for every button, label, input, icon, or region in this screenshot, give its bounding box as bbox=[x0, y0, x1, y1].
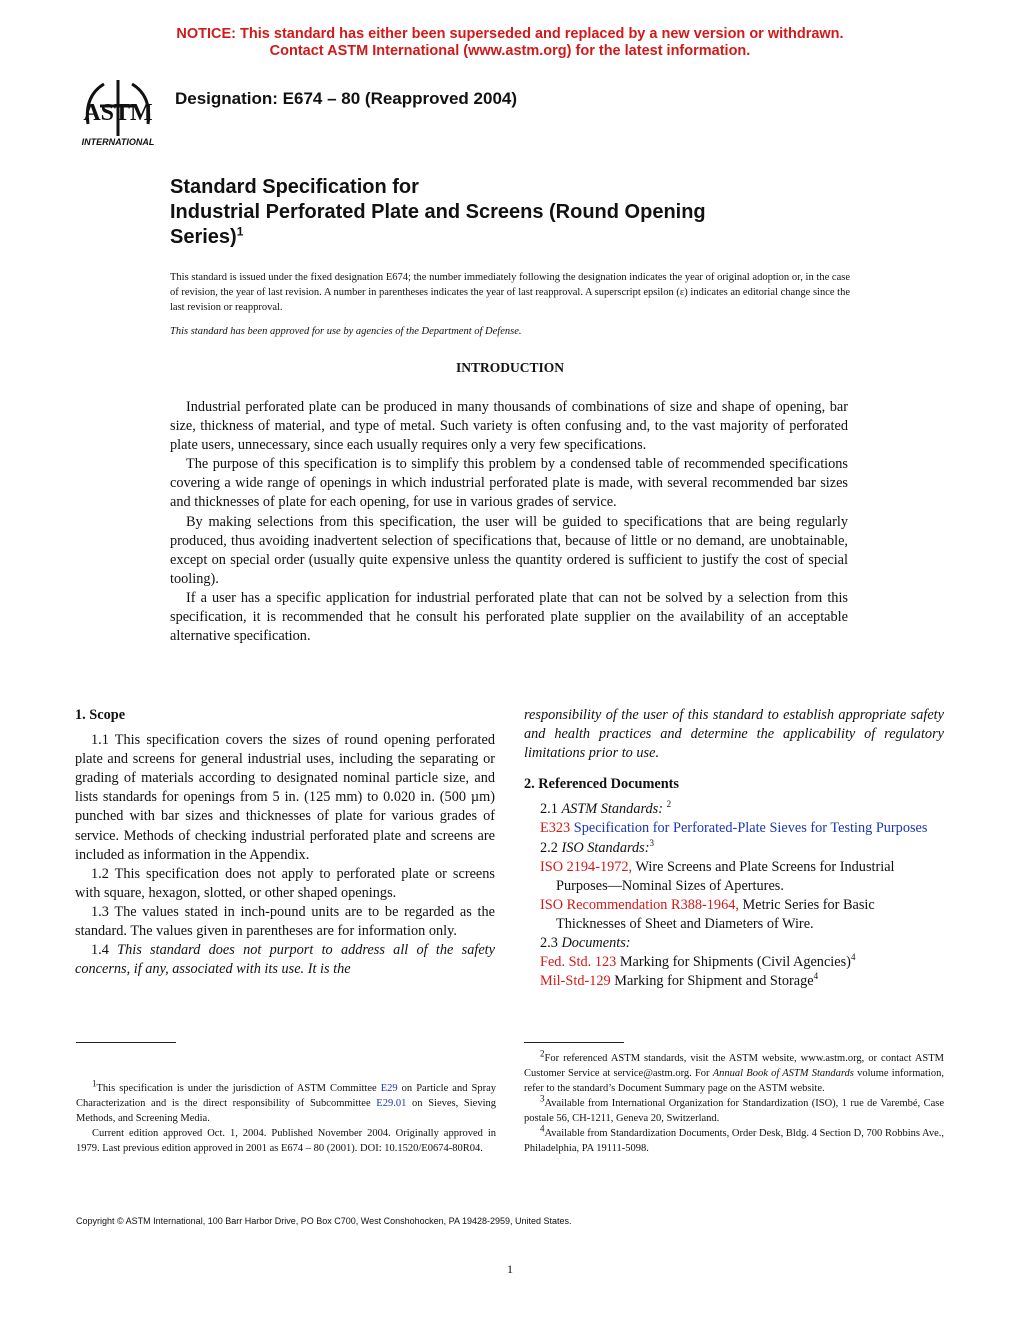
footnotes-left bbox=[76, 1078, 497, 1156]
document-title bbox=[170, 175, 850, 250]
scope-1-4-continued: responsibility of the user of this standard to establish appropriate safety and health practices and determine the applicability of regulatory limitations prior to use. bbox=[524, 707, 944, 762]
scope-1-4 bbox=[75, 941, 495, 979]
logo-subtext: INTERNATIONAL bbox=[81, 137, 155, 147]
committee-e29-link[interactable]: E29 bbox=[380, 1083, 398, 1094]
docs-label-text: Documents: bbox=[561, 935, 631, 952]
introduction bbox=[170, 398, 848, 646]
ref-iso-r388 bbox=[524, 896, 944, 934]
footnote-2-marker: 2 bbox=[540, 1048, 545, 1059]
footnote-rule-right bbox=[524, 1042, 624, 1043]
documents-label bbox=[524, 934, 944, 953]
footnote-3-marker: 3 bbox=[540, 1093, 545, 1104]
left-column bbox=[75, 706, 495, 979]
title-line-3 bbox=[170, 225, 850, 250]
footnote-4-marker: 4 bbox=[540, 1123, 545, 1134]
ref-iso-2194 bbox=[524, 858, 944, 896]
footnote-1-marker: 1 bbox=[92, 1078, 97, 1089]
intro-paragraph: If a user has a specific application for industrial perforated plate that can not be solved by a selection from this specification, it is recommended that he consult his perforated plate supplier on the availability of an acceptable alternative specification. bbox=[170, 589, 848, 645]
ref-fed-std-123 bbox=[524, 953, 944, 972]
ref-e323-link[interactable]: E323 bbox=[540, 820, 571, 837]
ref-fed-std-title: Marking for Shipments (Civil Agencies) bbox=[619, 954, 851, 971]
astm-footnote-ref[interactable]: 2 bbox=[666, 799, 672, 810]
scope-1-1: 1.1 This specification covers the sizes of round opening perforated plate and screens for general industrial uses, including the separating or grading of materials according to designated nominal particle size, and lists standards for openings from 5 in. (125 mm) to 0.020 in. (500 µm) punched with bar sizes and thicknesses of plate for various grades of service. Methods of checking industrial perforated plate and screens are included as information in the Appendix. bbox=[75, 732, 495, 863]
footnote-2 bbox=[524, 1048, 944, 1096]
astm-logo bbox=[74, 76, 162, 152]
docs-label-num: 2.3 bbox=[540, 935, 562, 952]
iso-label-num: 2.2 bbox=[540, 839, 562, 856]
footnote-1-text-a: This specification is under the jurisdiction of ASTM Committee bbox=[96, 1083, 381, 1094]
logo-text: ASTM bbox=[83, 100, 153, 126]
ref-mil-std-link[interactable]: Mil-Std-129 bbox=[540, 973, 611, 990]
footnote-1 bbox=[76, 1078, 497, 1126]
ref-mil-std-title: Marking for Shipment and Storage bbox=[614, 973, 814, 990]
astm-label-text: ASTM Standards: bbox=[561, 801, 663, 818]
title-line-2: Industrial Perforated Plate and Screens (Round Opening bbox=[170, 201, 706, 223]
footnote-4 bbox=[524, 1123, 944, 1156]
astm-standards-label bbox=[524, 800, 944, 819]
ref-iso-2194-title: Wire Screens and Plate Screens for Industrial Purposes—Nominal Sizes of Apertures. bbox=[556, 858, 895, 894]
iso-label-text: ISO Standards: bbox=[561, 839, 650, 856]
fed-footnote-ref[interactable]: 4 bbox=[850, 952, 856, 963]
withdrawal-notice bbox=[0, 26, 1020, 60]
ref-iso-r388-title: Metric Series for Basic Thicknesses of Sheet and Diameters of Wire. bbox=[556, 896, 875, 932]
footnote-2-book-title: Annual Book of ASTM Standards bbox=[712, 1068, 854, 1079]
title-line-1: Standard Specification for bbox=[170, 176, 419, 198]
astm-label-num: 2.1 bbox=[540, 801, 562, 818]
ref-fed-std-link[interactable]: Fed. Std. 123 bbox=[540, 954, 617, 971]
scope-1-3: 1.3 The values stated in inch-pound units are to be regarded as the standard. The values given in parentheses are for information only. bbox=[75, 903, 495, 940]
scope-1-2: 1.2 This specification does not apply to perforated plate or screens with square, hexagon, slotted, or other shaped openings. bbox=[75, 865, 495, 901]
footnote-1-text-c: on Sieves, Sieving Methods, and Screening Media. bbox=[76, 1098, 497, 1124]
notice-line-2: Contact ASTM International (www.astm.org) for the latest information. bbox=[269, 43, 751, 59]
iso-standards-label bbox=[524, 839, 944, 858]
page-number: 1 bbox=[507, 1262, 513, 1276]
referenced-documents-heading: 2. Referenced Documents bbox=[524, 776, 679, 793]
subcommittee-e29-01-link[interactable]: E29.01 bbox=[376, 1098, 407, 1109]
footnote-3 bbox=[524, 1093, 944, 1126]
ref-iso-r388-link[interactable]: ISO Recommendation R388-1964, bbox=[540, 896, 739, 913]
intro-paragraph: The purpose of this specification is to simplify this problem by a condensed table of recommended specifications covering a wide range of openings in which industrial perforated plate is made, with several recommended bar sizes and thicknesses of plate for each opening, for use in various grades of service. bbox=[170, 456, 848, 511]
iso-footnote-ref[interactable]: 3 bbox=[649, 837, 654, 848]
footnote-1-text-b: on Particle and Spray Characterization and is the direct responsibility of Subcommittee bbox=[76, 1083, 496, 1109]
right-column bbox=[524, 706, 944, 991]
mil-footnote-ref[interactable]: 4 bbox=[813, 971, 819, 982]
scope-heading: 1. Scope bbox=[75, 707, 126, 723]
footnote-2-text-b: volume information, refer to the standard’s Document Summary page on the ASTM website. bbox=[524, 1068, 944, 1094]
intro-paragraph: By making selections from this specification, the user will be guided to specifications that are being regularly produced, thus avoiding inadvertent selection of specifications that, because of little or no demand, are unobtainable, except on special order (usually quite expensive unless the quantity ordered is sufficient to justify the cost of special tooling). bbox=[170, 513, 848, 587]
ref-iso-2194-link[interactable]: ISO 2194-1972, bbox=[540, 858, 633, 875]
footnotes-right bbox=[524, 1048, 944, 1156]
introduction-heading: INTRODUCTION bbox=[455, 360, 564, 375]
scope-1-4-number: 1.4 bbox=[91, 942, 118, 959]
ref-e323 bbox=[524, 819, 944, 838]
ref-mil-std-129 bbox=[524, 972, 944, 991]
dod-approval: This standard has been approved for use by agencies of the Department of Defense. bbox=[170, 326, 522, 337]
designation: Designation: E674 – 80 (Reapproved 2004) bbox=[175, 89, 518, 108]
footnote-3-text: Available from International Organization for Standardization (ISO), 1 rue de Varembé, Case postale 56, CH-1211, Geneva 20, Switzerland. bbox=[524, 1098, 944, 1124]
footnote-2-text-a: For referenced ASTM standards, visit the ASTM website, www.astm.org, or contact ASTM Customer Service at service@astm.org. For bbox=[524, 1053, 944, 1079]
issued-statement: This standard is issued under the fixed designation E674; the number immediately following the designation indicates the year of original adoption or, in the case of revision, the year of last revision. A number in parentheses indicates the year of last reapproval. A superscript epsilon (ε) indicates an editorial change since the last revision or reapproval. bbox=[170, 272, 850, 313]
intro-paragraph: Industrial perforated plate can be produced in many thousands of combinations of size and shape of opening, bar size, thickness of material, and type of metal. Such variety is often confusing and, to the vast majority of perforated plate users, unnecessary, since each usually requires only a very few specifications. bbox=[170, 399, 848, 454]
footnote-4-text: Available from Standardization Documents, Order Desk, Bldg. 4 Section D, 700 Robbins Ave., Philadelphia, PA 19111-5098. bbox=[524, 1128, 944, 1154]
copyright: Copyright © ASTM International, 100 Barr Harbor Drive, PO Box C700, West Conshohocken, PA 19428-2959, United States. bbox=[76, 1216, 572, 1226]
ref-e323-title-link[interactable]: Specification for Perforated-Plate Sieves for Testing Purposes bbox=[573, 820, 928, 837]
scope-1-4-text: This standard does not purport to address all of the safety concerns, if any, associated with its use. It is the bbox=[75, 942, 495, 978]
title-line-3-text: Series) bbox=[170, 226, 237, 248]
notice-line-1: NOTICE: This standard has either been superseded and replaced by a new version or withdrawn. bbox=[176, 26, 844, 42]
footnote-1-edition: Current edition approved Oct. 1, 2004. Published November 2004. Originally approved in 1979. Last previous edition approved in 2001 as E674 – 80 (2001). DOI: 10.1520/E0674-80R04. bbox=[76, 1128, 496, 1154]
title-footnote-ref[interactable]: 1 bbox=[236, 224, 244, 239]
footnote-rule-left bbox=[76, 1042, 176, 1043]
